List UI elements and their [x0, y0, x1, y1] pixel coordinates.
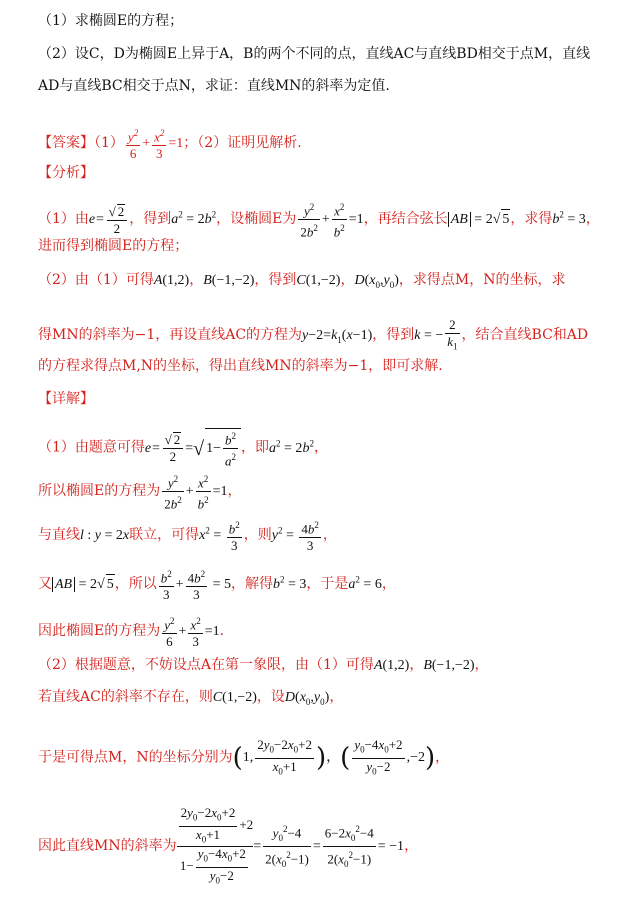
question-part-2-text-b: AD与直线BC相交于点N，求证：直线MN的斜率为定值.	[38, 78, 390, 94]
question-part-1	[38, 11, 642, 31]
answer-line: 【答案】（1） $\frac{y^2}{6}$ + $\frac{x^2}{3}$ =1；（2）证明见解析.	[38, 128, 302, 162]
detail-line-3: 与直线l : y = 2x联立，可得$x^2$ = $\frac{b^2}{3}$ ，则$y^2$ = $\frac{4b^2}{3}$ ，	[38, 520, 337, 554]
analysis-label: 【分析】	[38, 165, 94, 181]
question-part-1-text: （1）求椭圆E的方程；	[38, 13, 184, 29]
detail-line-1: （1）由题意可得e= $\frac{√ 2}{2}$ =√ 1− $\frac{b^2}{a^2}$ ，即$a^2 = 2b^2$，	[38, 428, 642, 469]
detail-line-6: （2）根据题意，不妨设点A在第一象限，由（1）可得A(1,2)，B(−1,−2)，	[38, 657, 489, 673]
analysis-part-1-line-2: 进而得到椭圆E的方程；	[38, 238, 189, 254]
question-part-2-line-2	[38, 76, 642, 96]
analysis-part-2-line-3: 的方程求得点M,N的坐标，得出直线MN的斜率为−1，即可求解.	[38, 358, 443, 374]
analysis-part-2-line-1: （2）由（1）可得A(1,2)，B(−1,−2)，得到C(1,−2)，$D(x_0,y_0)$，求得点M，N的坐标，求	[38, 272, 566, 290]
detail-line-9: 因此直线MN的斜率为 $\frac{2y_0-2x_0+2}{x_0+1}$ +2 1− $\frac{y_0-4x_0+2}{y_0-2}$ = $\frac{y_0^2-4}{2(x_0^2-1)}$ = $\frac{6-2x_0^2-4}{2(x_0^2-1)}$ = −1，	[38, 805, 419, 886]
detail-line-8: 于是可得点M，N的坐标分别为(1, $\frac{2y_0-2x_0+2}{x_0+1}$ )，( $\frac{y_0-4x_0+2}{y_0-2}$ ,−2)，	[38, 737, 450, 777]
slope-complex-fraction: $\frac{2y_0-2x_0+2}{x_0+1}$ +2 1− $\frac{y_0-4x_0+2}{y_0-2}$	[177, 806, 254, 887]
question-part-2-text-a: （2）设C，D为椭圆E上异于A，B的两个不同的点，直线AC与直线BD相交于点M，直线	[38, 46, 591, 62]
detail-line-5: 因此椭圆E的方程为 $\frac{y^2}{6}$ + $\frac{x^2}{3}$ =1.	[38, 616, 225, 650]
answer-label: 【答案】	[38, 134, 94, 151]
detail-label: 【详解】	[38, 391, 94, 407]
detail-line-7: 若直线AC的斜率不存在，则C(1,−2)，设$D(x_0,y_0)$，	[38, 689, 344, 707]
eccentricity-eq: e= $\frac{√ 2}{2}$	[89, 212, 129, 227]
detail-line-4: 又 AB = 2√ 5，所以 $\frac{b^2}{3}$ + $\frac{4b^2}{3}$ = 5，解得$b^2 = 3$，于是$a^2 = 6$，	[38, 569, 396, 603]
analysis-part-2-line-2: 得MN的斜率为−1，再设直线AC的方程为$y-2=k_1(x-1)$，得到k = − $\frac{2}{k_1}$ ，结合直线BC和AD	[38, 317, 589, 352]
analysis-part-1-line-1: （1）由e= $\frac{√ 2}{2}$ ，得到$a^2 = 2b^2$，设椭圆E为 $\frac{y^2}{2b^2}$ + $\frac{x^2}{b^2}$ =1，再结合弦长 AB = 2√ 5，求得$b^2 = 3$，	[38, 202, 600, 240]
question-part-2-line-1	[38, 44, 642, 64]
answer-equation: $\frac{y^2}{6}$ + $\frac{x^2}{3}$ =1	[127, 128, 184, 162]
detail-line-2: 所以椭圆E的方程为 $\frac{y^2}{2b^2}$ + $\frac{x^2}{b^2}$ =1，	[38, 474, 242, 512]
